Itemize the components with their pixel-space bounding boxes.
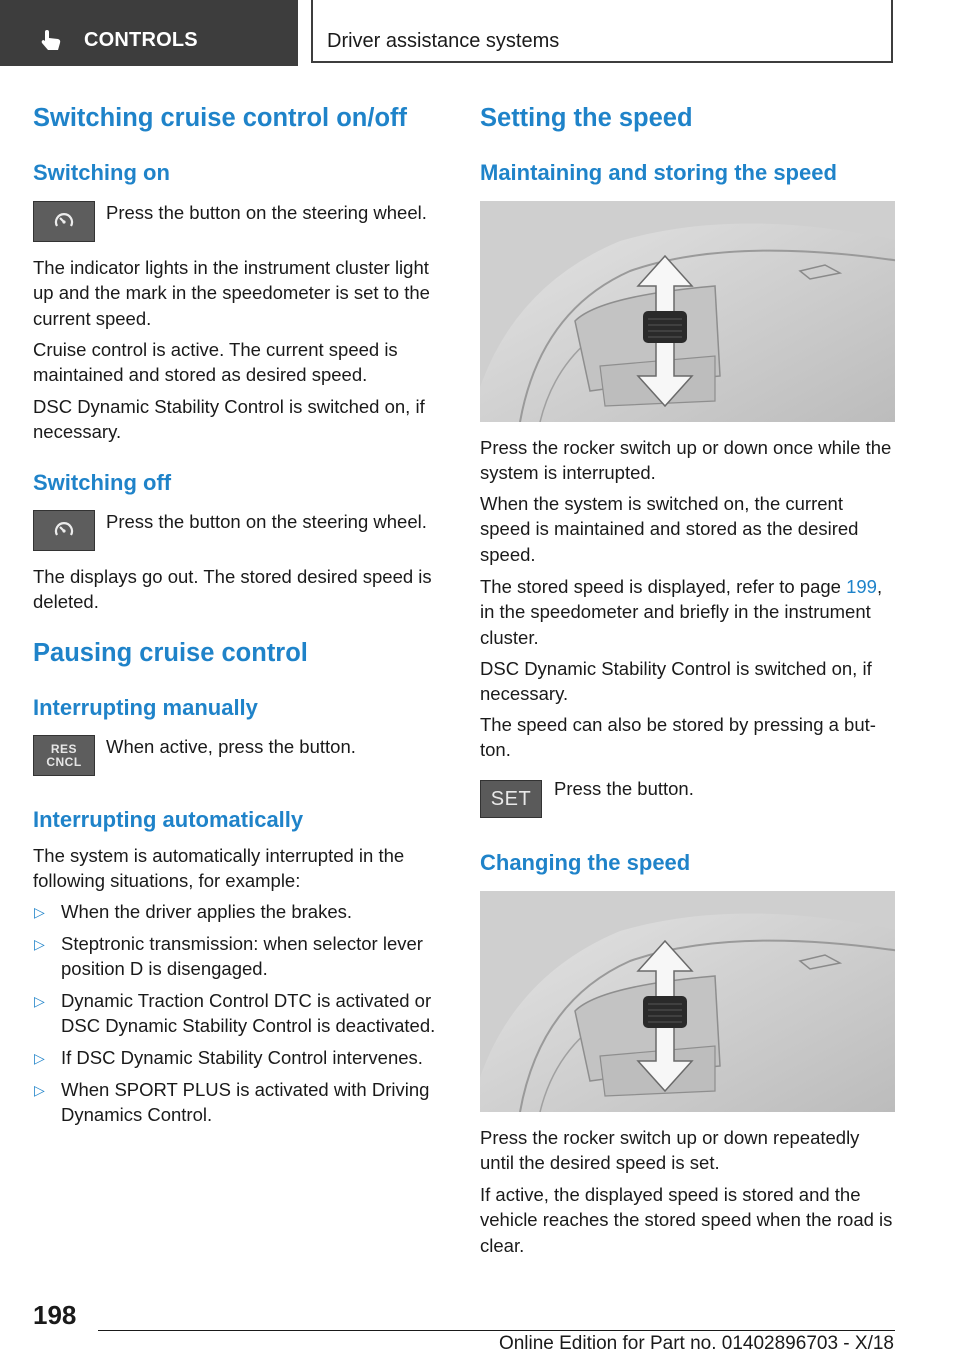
on-paragraph-1: The indicator lights in the instrument cluster light up and the mark in the speedometer is set to the current speed. [33, 257, 430, 329]
chapter-header [311, 0, 893, 63]
triangle-bullet-icon: ▷ [34, 1049, 45, 1066]
cruise-control-icon [53, 520, 75, 542]
footer-edition: Online Edition for Part no. 01402896703 - X/18 [498, 1333, 894, 1354]
heading-pausing: Pausing cruise control [33, 639, 308, 667]
manual-press-text: When active, press the button. [106, 736, 356, 757]
cruise-control-button-image-off [33, 510, 95, 551]
section-tab [0, 0, 298, 66]
res-label: RES [50, 741, 78, 756]
cruise-control-button-image [33, 201, 95, 242]
heading-changing-speed: Changing the speed [480, 850, 691, 875]
chapter-title: Driver assistance systems [327, 30, 560, 52]
maintain-paragraph-1: Press the rocker switch up or down once while the system is interrupted. [480, 437, 892, 484]
cncl-label: CNCL [46, 754, 82, 769]
heading-switching-on: Switching on [33, 160, 170, 185]
changing-paragraph-2: If active, the displayed speed is stored and the vehicle reaches the stored speed when the road is clear. [480, 1184, 893, 1256]
heading-switching-off: Switching off [33, 470, 172, 495]
triangle-bullet-icon: ▷ [34, 1081, 45, 1098]
auto-bullet-list [33, 899, 453, 1134]
list-item: ▷ If DSC Dynamic Stability Control intervenes. [33, 1045, 453, 1070]
footer-divider [98, 1330, 895, 1331]
maintain-paragraph-5: The speed can also be stored by pressing a but-ton. [480, 714, 876, 761]
heading-setting-speed: Setting the speed [480, 104, 693, 132]
set-press-text: Press the button. [554, 778, 694, 799]
on-paragraph-2: Cruise control is active. The current speed is maintained and stored as desired speed. [33, 339, 398, 386]
triangle-bullet-icon: ▷ [34, 992, 45, 1009]
maintain-paragraph-3: The stored speed is displayed, refer to page 199, in the speedometer and briefly in the instrument cluster. [480, 576, 883, 648]
triangle-bullet-icon: ▷ [34, 904, 45, 920]
off-paragraph-1: The displays go out. The stored desired speed is deleted. [33, 566, 432, 613]
heading-interrupting-automatically: Interrupting automatically [33, 807, 304, 832]
list-item: ▷ When SPORT PLUS is activated with Driving Dynamics Control. [34, 1078, 430, 1126]
heading-interrupting-manually: Interrupting manually [33, 695, 258, 720]
set-label: SET [490, 787, 532, 810]
page-link-199[interactable]: 199 [846, 576, 877, 597]
list-item: ▷ Dynamic Traction Control DTC is activated or DSC Dynamic Stability Control is deactivated. [34, 989, 436, 1037]
maintain-paragraph-2: When the system is switched on, the current speed is maintained and stored as the desired speed. [480, 493, 859, 565]
on-paragraph-3: DSC Dynamic Stability Control is switched on, if necessary. [33, 396, 425, 443]
list-item: ▷ When the driver applies the brakes. [33, 899, 453, 924]
changing-paragraph-1: Press the rocker switch up or down repeatedly until the desired speed is set. [480, 1127, 860, 1174]
auto-intro: The system is automatically interrupted in the following situations, for example: [33, 845, 405, 892]
steering-wheel-rocker-photo [480, 201, 895, 422]
hand-pointer-icon [38, 27, 64, 53]
list-item: ▷ Steptronic transmission: when selector lever position D is disengaged. [34, 932, 423, 980]
triangle-bullet-icon: ▷ [34, 935, 45, 952]
cruise-control-icon [53, 211, 75, 233]
off-press-text: Press the button on the steering wheel. [106, 511, 427, 532]
section-tab-label: CONTROLS [84, 29, 198, 51]
on-press-text: Press the button on the steering wheel. [106, 202, 427, 223]
heading-maintaining: Maintaining and storing the speed [480, 160, 837, 185]
set-button-image [480, 780, 542, 818]
steering-wheel-rocker-photo-2 [480, 891, 895, 1112]
res-cncl-button-image [33, 735, 95, 776]
page-number: 198 [33, 1300, 77, 1330]
heading-switching: Switching cruise control on/off [33, 104, 408, 132]
maintain-paragraph-4: DSC Dynamic Stability Control is switched on, if necessary. [480, 658, 872, 705]
